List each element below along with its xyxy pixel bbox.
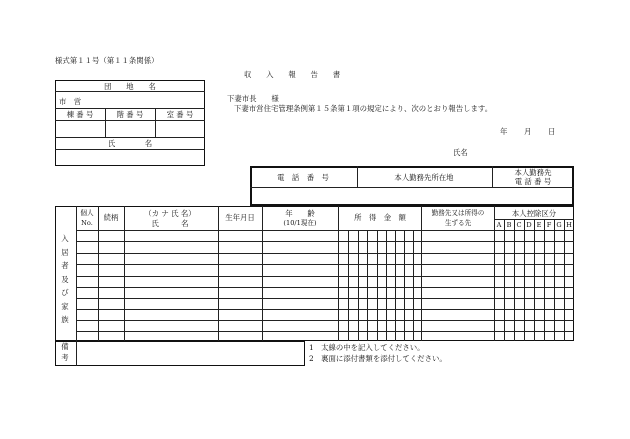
housing-complex-label: 団 地 名 [104, 82, 156, 91]
form-number: 様式第１１号（第１１条関係） [55, 56, 159, 65]
col-source-line1: 勤務先又は所得の [431, 209, 485, 217]
deduction-letter-a: A [496, 221, 502, 229]
date-month-label: 月 [524, 127, 532, 136]
workplace-address-label: 本人勤務先所在地 [394, 173, 454, 182]
col-income: 所 得 金 額 [354, 213, 406, 222]
signer-name-label: 氏名 [453, 148, 468, 157]
col-source-line2: 生ずる先 [444, 219, 472, 227]
remarks-label: 備考 [61, 342, 69, 362]
col-age-note: (10/1現在) [283, 219, 317, 227]
document-title: 収 入 報 告 書 [244, 70, 341, 79]
col-no-line1: 個人 [80, 209, 94, 217]
deduction-letter-g: G [556, 221, 562, 229]
note-2: 2 裏面に添付書類を添付してください。 [309, 354, 447, 363]
note-1: 1 太線の中を記入してください。 [309, 343, 425, 352]
remarks-box [55, 341, 305, 366]
deduction-letter-f: F [546, 221, 552, 229]
deduction-letter-e: E [536, 221, 542, 229]
occupant-name-label: 氏 名 [107, 139, 153, 148]
deduction-letter-h: H [566, 221, 572, 229]
phone-number-label: 電 話 番 号 [277, 173, 329, 182]
col-relation: 続柄 [103, 213, 119, 222]
date-day-label: 日 [548, 127, 556, 136]
deduction-letter-b: B [506, 221, 512, 229]
building-number-label: 棟 番 号 [66, 110, 94, 119]
col-no-line2: No. [81, 219, 93, 227]
statement: 下妻市営住宅管理条例第１５条第１項の規定により、次のとおり報告します。 [234, 104, 493, 113]
col-name: 氏 名 [151, 219, 189, 228]
col-deduction: 本人控除区分 [511, 209, 557, 218]
addressee: 下妻市長 様 [227, 94, 279, 103]
address-box [55, 80, 205, 166]
deduction-letter-d: D [526, 221, 532, 229]
date-year-label: 年 [500, 127, 508, 136]
residents-family-label: 入居者及び家族 [61, 234, 69, 324]
deduction-letter-c: C [516, 221, 522, 229]
room-number-label: 室 番 号 [166, 110, 194, 119]
work-phone-label-line1: 本人勤務先 [514, 168, 552, 177]
col-kana-name: （カ ナ 氏 名） [144, 209, 196, 218]
work-phone-label-line2: 電 話 番 号 [514, 177, 552, 186]
col-age: 年 齢 [285, 209, 315, 218]
floor-number-label: 階 番 号 [116, 110, 144, 119]
city-housing-label: 市 営 [59, 97, 82, 106]
col-birthdate: 生年月日 [225, 213, 255, 222]
